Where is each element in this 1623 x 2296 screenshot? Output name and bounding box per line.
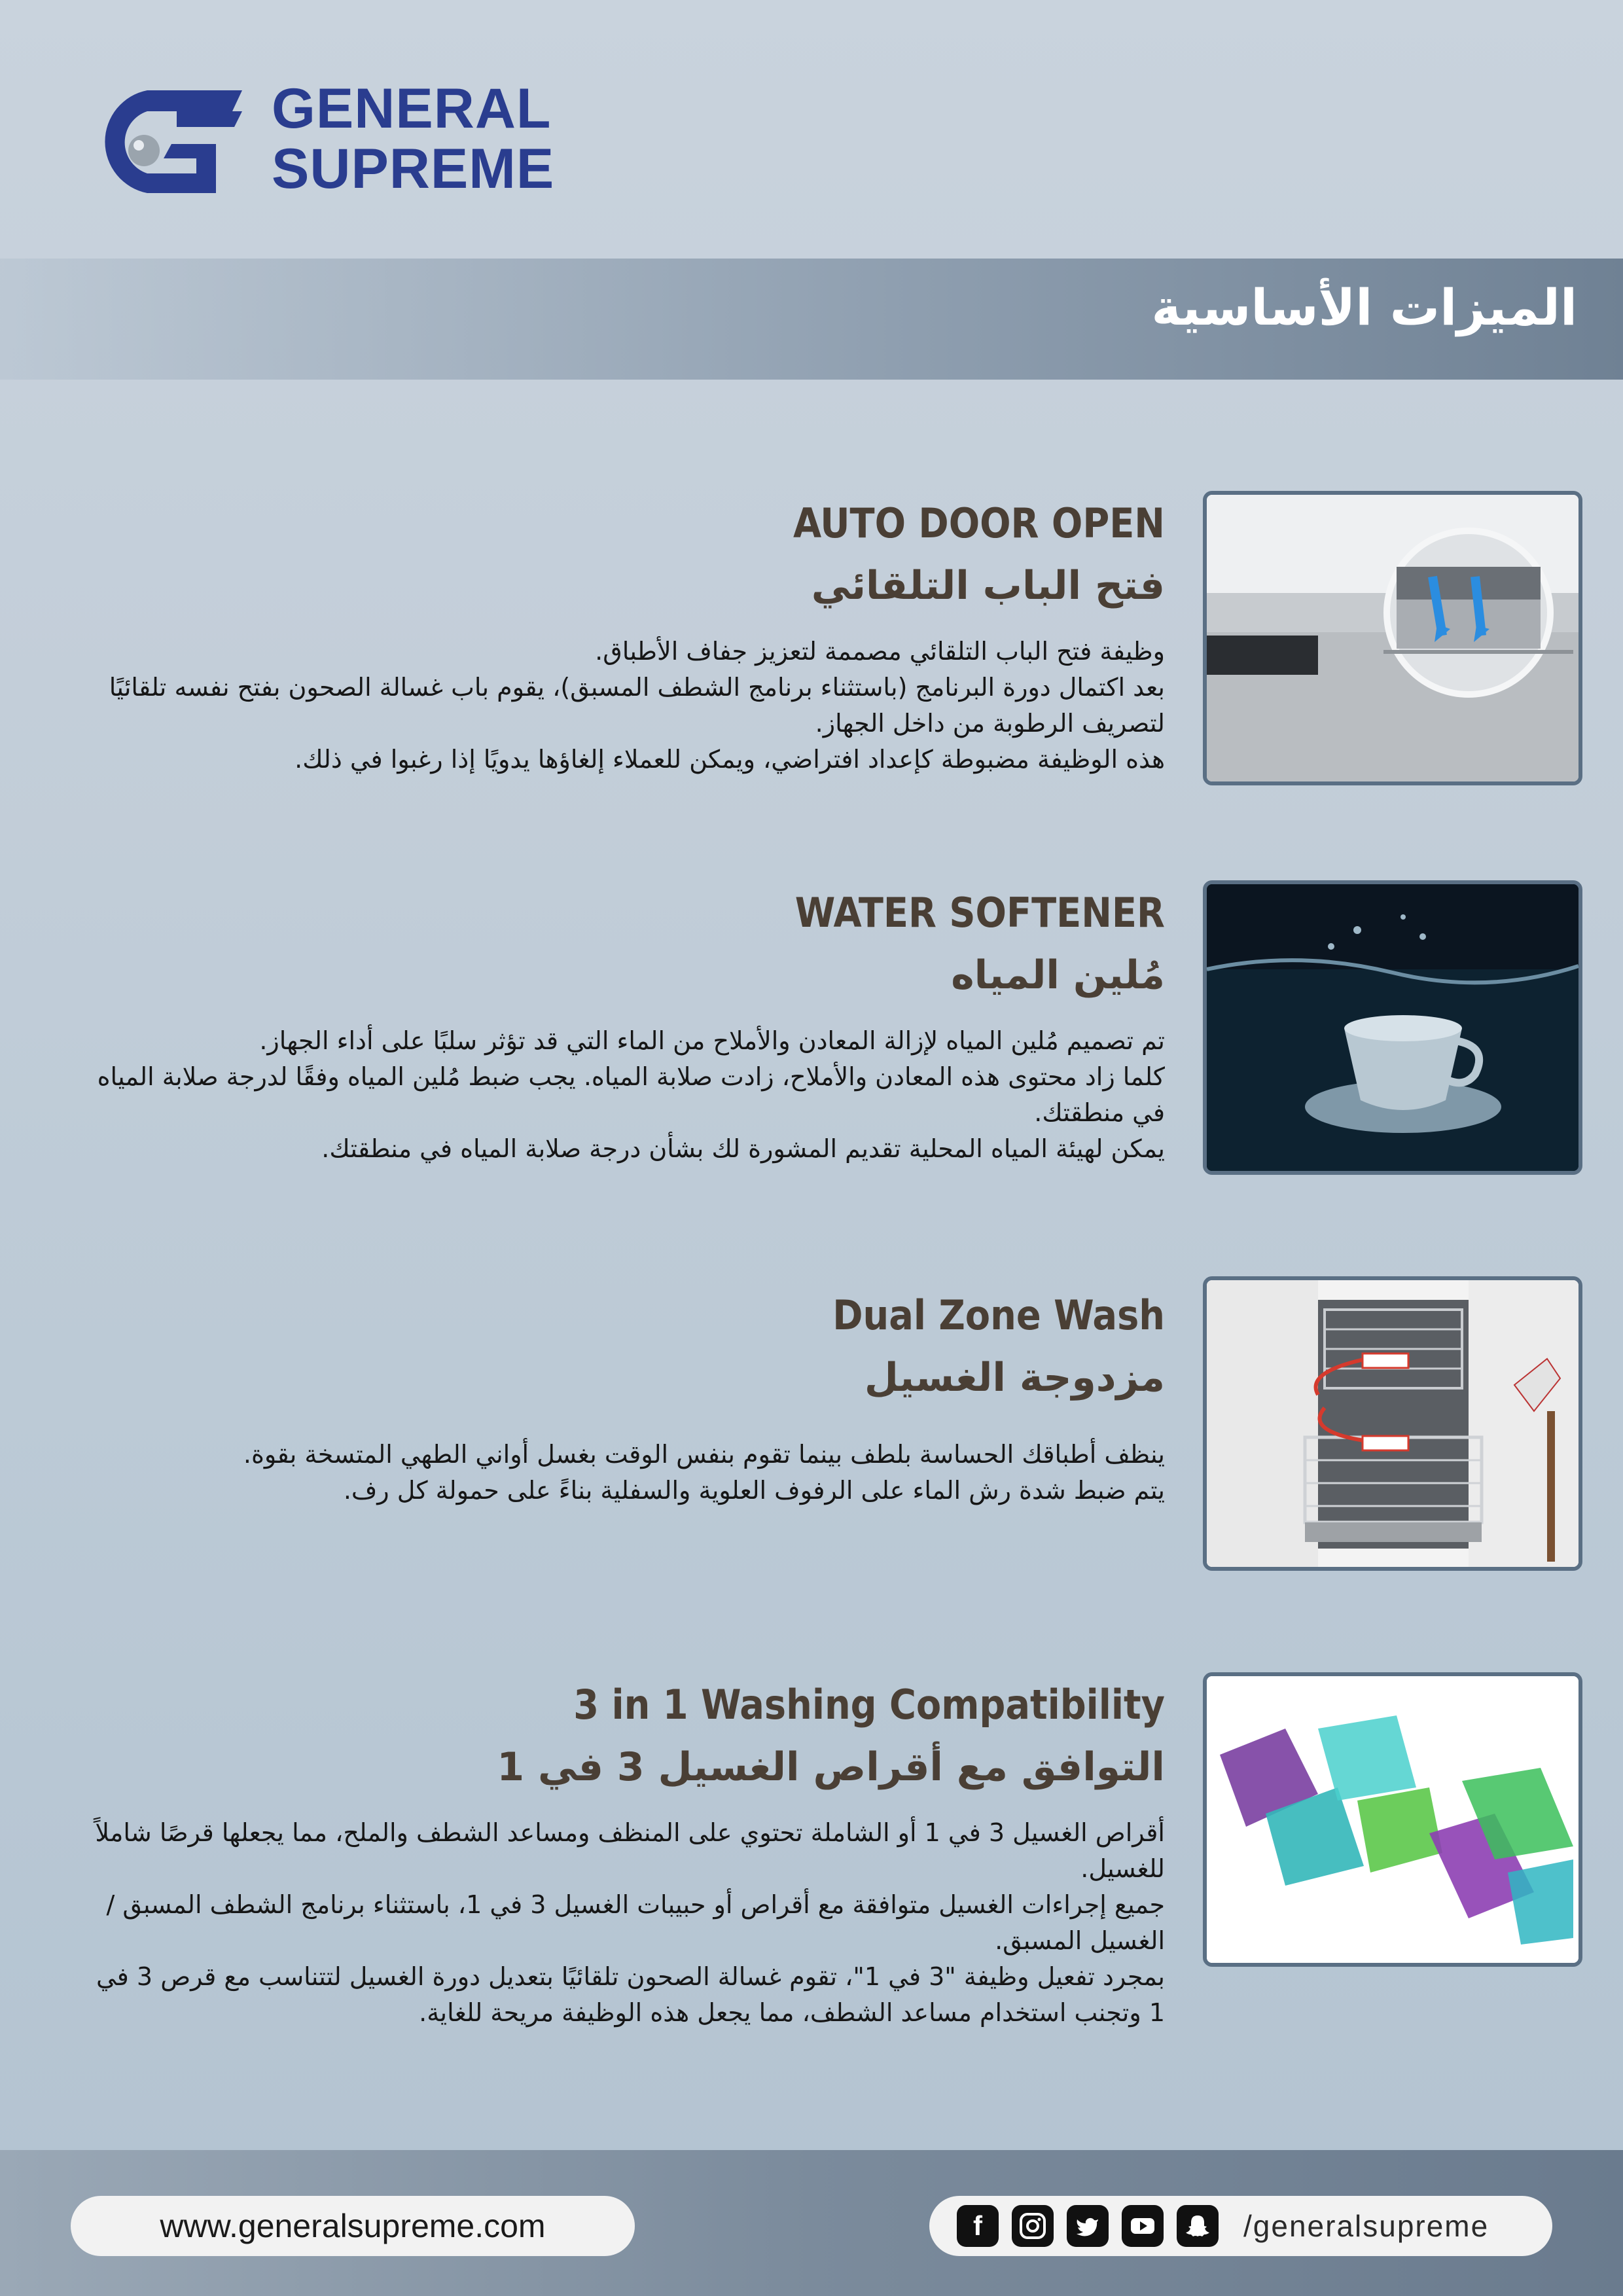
dishwasher-door-closeup-icon (1203, 491, 1582, 785)
feature-line: أقراص الغسيل 3 في 1 أو الشاملة تحتوي على المنظف ومساعد الشطف والملح، مما يجعلها قرصًا شاملاً للغسيل. (95, 1818, 1165, 1883)
section-banner (0, 259, 1623, 380)
feature-title: WATER SOFTENER (794, 889, 1165, 937)
feature-title: Dual Zone Wash (832, 1291, 1165, 1339)
website-pill[interactable] (71, 2196, 635, 2256)
footer (0, 2150, 1623, 2296)
brand-line-1: GENERAL (272, 77, 552, 140)
feature-text (92, 887, 1165, 1167)
brand-wordmark (272, 79, 554, 199)
feature-title: AUTO DOOR OPEN (793, 499, 1165, 547)
feature-description (92, 1815, 1165, 2031)
website-link[interactable]: www.generalsupreme.com (160, 2208, 546, 2244)
social-pill (929, 2196, 1552, 2256)
open-dishwasher-racks-icon (1203, 1276, 1582, 1571)
twitter-icon[interactable] (1067, 2205, 1109, 2247)
facebook-icon[interactable]: f (957, 2205, 999, 2247)
instagram-icon[interactable] (1012, 2205, 1054, 2247)
detergent-pods-icon (1203, 1672, 1582, 1967)
feature-line: وظيفة فتح الباب التلقائي مصممة لتعزيز جفاف الأطباق. (595, 637, 1165, 666)
section-title: الميزات الأساسية (1151, 278, 1577, 336)
feature-line: بمجرد تفعيل وظيفة "3 في 1"، تقوم غسالة الصحون تلقائيًا بتعديل دورة الغسيل لتتناسب مع قرص 3 في 1 وتجنب استخدام مساعد الشطف، مما يجعل هذه الوظيفة مريحة للغاية. (96, 1962, 1165, 2027)
feature-line: تم تصميم مُلين المياه لإزالة المعادن والأملاح من الماء التي قد تؤثر سلبًا على أداء الجهاز. (259, 1026, 1165, 1055)
cup-in-water-icon (1203, 880, 1582, 1175)
snapchat-icon[interactable] (1177, 2205, 1219, 2247)
feature-line: كلما زاد محتوى هذه المعادن والأملاح، زادت صلابة المياه. يجب ضبط مُلين المياه وفقًا لدرجة صلابة المياه في منطقتك. (97, 1062, 1165, 1127)
social-handle[interactable]: /generalsupreme (1243, 2209, 1489, 2243)
feature-description (92, 634, 1165, 778)
feature-line: جميع إجراءات الغسيل متوافقة مع أقراص أو حبيبات الغسيل 3 في 1، باستثناء برنامج الشطف المسبق / الغسيل المسبق. (106, 1890, 1165, 1955)
feature-line: بعد اكتمال دورة البرنامج (باستثناء برنامج الشطف المسبق)، يقوم باب غسالة الصحون بفتح نفسه تلقائيًا لتصريف الرطوبة من داخل الجهاز. (109, 673, 1165, 738)
feature-subtitle: فتح الباب التلقائي (811, 563, 1165, 609)
feature-line: يمكن لهيئة المياه المحلية تقديم المشورة لك بشأن درجة صلابة المياه في منطقتك. (321, 1134, 1165, 1163)
feature-line: يتم ضبط شدة رش الماء على الرفوف العلوية والسفلية بناءً على حمولة كل رف. (343, 1476, 1165, 1505)
feature-text (92, 497, 1165, 778)
youtube-icon[interactable] (1122, 2205, 1164, 2247)
brand-line-2: SUPREME (272, 137, 555, 200)
logo-mark-icon (85, 85, 255, 200)
feature-description (92, 1023, 1165, 1167)
feature-subtitle: مُلين المياه (951, 952, 1165, 998)
feature-line: هذه الوظيفة مضبوطة كإعداد افتراضي، ويمكن للعملاء إلغاؤها يدويًا إذا رغبوا في ذلك. (294, 745, 1165, 774)
feature-title: 3 in 1 Washing Compatibility (573, 1681, 1165, 1729)
feature-description (92, 1437, 1165, 1509)
feature-text (92, 1289, 1165, 1509)
brand-logo (85, 79, 569, 209)
feature-text (92, 1679, 1165, 2031)
feature-line: ينظف أطباقك الحساسة بلطف بينما تقوم بنفس الوقت بغسل أواني الطهي المتسخة بقوة. (243, 1440, 1165, 1469)
feature-subtitle: مزدوجة الغسيل (864, 1355, 1165, 1401)
feature-subtitle: التوافق مع أقراص الغسيل 3 في 1 (497, 1744, 1165, 1790)
